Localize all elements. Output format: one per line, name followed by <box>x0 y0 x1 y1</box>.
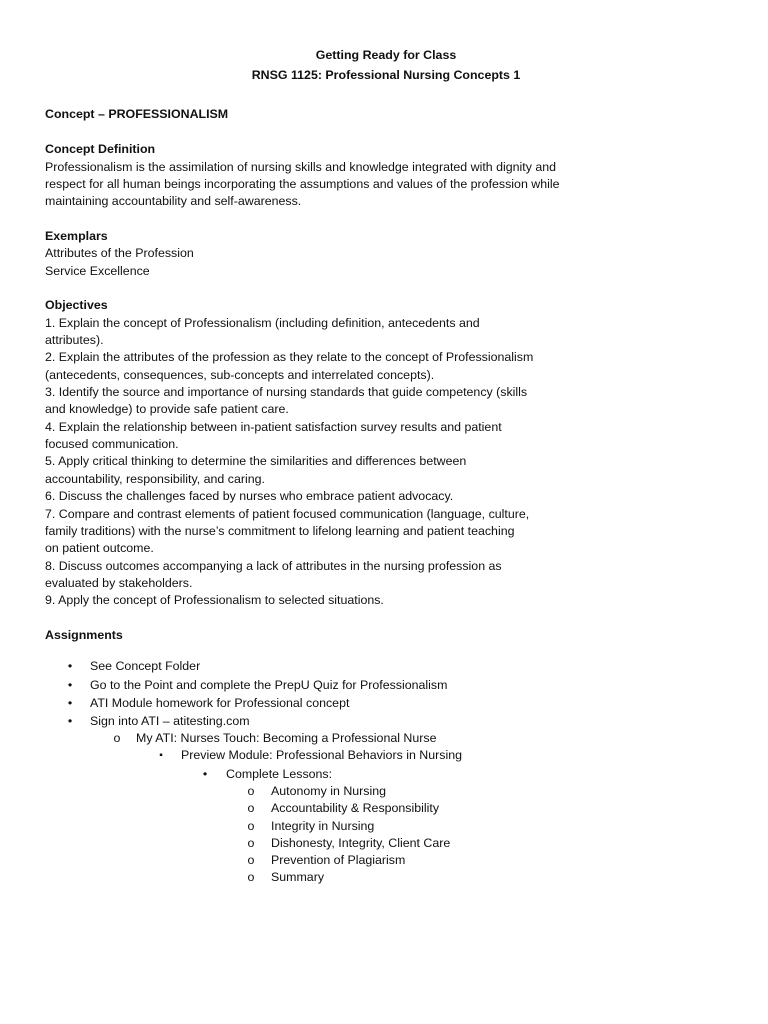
list-item <box>244 818 684 835</box>
list-item <box>154 747 674 764</box>
list-item <box>244 783 684 800</box>
objective-line: family traditions) with the nurse’s commitment to lifelong learning and patient teaching <box>45 524 515 538</box>
objective-line: 6. Discuss the challenges faced by nurses who embrace patient advocacy. <box>45 489 454 503</box>
list-item-text: Preview Module: Professional Behaviors in Nursing <box>181 748 462 762</box>
list-item-text: Autonomy in Nursing <box>271 784 387 798</box>
bullet-marker: • <box>67 678 73 692</box>
objective-line: 7. Compare and contrast elements of patient focused communication (language, culture, <box>45 507 530 521</box>
list-item-text: Complete Lessons: <box>226 767 333 781</box>
objective-line: 8. Discuss outcomes accompanying a lack of attributes in the nursing profession as <box>45 559 502 573</box>
objective-line: 3. Identify the source and importance of nursing standards that guide competency (skills <box>45 385 528 399</box>
list-item <box>63 695 663 712</box>
objective-line: accountability, responsibility, and caring. <box>45 472 265 486</box>
list-item-text: ATI Module homework for Professional concept <box>90 696 350 710</box>
list-item-text: Accountability & Responsibility <box>271 801 440 815</box>
bullet-marker: o <box>247 784 255 798</box>
bullet-marker: ▪ <box>159 750 163 761</box>
objective-line: attributes). <box>45 333 104 347</box>
list-item-text: Integrity in Nursing <box>271 819 375 833</box>
exemplar-item: Service Excellence <box>45 264 150 278</box>
list-item <box>244 800 684 817</box>
list-item-text: Prevention of Plagiarism <box>271 853 406 867</box>
list-item <box>244 835 684 852</box>
course-title: RNSG 1125: Professional Nursing Concepts 1 <box>251 68 521 82</box>
definition-line: Professionalism is the assimilation of nursing skills and knowledge integrated with dignity and <box>45 160 557 174</box>
exemplars-heading: Exemplars <box>45 229 108 243</box>
list-item-text: See Concept Folder <box>90 659 201 673</box>
definition-line: respect for all human beings incorporating the assumptions and values of the profession while <box>45 177 560 191</box>
list-item-text: Dishonesty, Integrity, Client Care <box>271 836 451 850</box>
objective-line: 2. Explain the attributes of the profession as they relate to the concept of Professionalism <box>45 350 534 364</box>
bullet-marker: o <box>247 836 255 850</box>
definition-heading: Concept Definition <box>45 142 156 156</box>
list-item <box>198 766 678 783</box>
list-item-text: Sign into ATI – atitesting.com <box>90 714 250 728</box>
bullet-marker: o <box>247 853 255 867</box>
list-item <box>63 658 663 675</box>
objective-line: 1. Explain the concept of Professionalism (including definition, antecedents and <box>45 316 480 330</box>
objective-line: (antecedents, consequences, sub-concepts and interrelated concepts). <box>45 368 435 382</box>
objective-line: 9. Apply the concept of Professionalism to selected situations. <box>45 593 384 607</box>
bullet-marker: o <box>247 801 255 815</box>
definition-line: maintaining accountability and self-awareness. <box>45 194 302 208</box>
bullet-marker: • <box>67 714 73 728</box>
list-item-text: Summary <box>271 870 325 884</box>
concept-heading: Concept – PROFESSIONALISM <box>45 107 229 121</box>
list-item-text: Go to the Point and complete the PrepU Quiz for Professionalism <box>90 678 448 692</box>
objective-line: on patient outcome. <box>45 541 154 555</box>
list-item <box>110 730 670 747</box>
bullet-marker: o <box>113 731 121 745</box>
objectives-heading: Objectives <box>45 298 108 312</box>
list-item <box>63 713 663 730</box>
list-item <box>244 852 684 869</box>
objective-line: focused communication. <box>45 437 179 451</box>
bullet-marker: • <box>67 659 73 673</box>
bullet-marker: • <box>67 696 73 710</box>
document-title: Getting Ready for Class <box>315 48 457 62</box>
objective-line: 4. Explain the relationship between in-patient satisfaction survey results and patient <box>45 420 502 434</box>
assignments-heading: Assignments <box>45 628 123 642</box>
objective-line: 5. Apply critical thinking to determine the similarities and differences between <box>45 454 467 468</box>
list-item <box>244 869 684 886</box>
bullet-marker: o <box>247 819 255 833</box>
bullet-marker: o <box>247 870 255 884</box>
list-item <box>63 677 663 694</box>
objective-line: evaluated by stakeholders. <box>45 576 193 590</box>
objective-line: and knowledge) to provide safe patient care. <box>45 402 289 416</box>
list-item-text: My ATI: Nurses Touch: Becoming a Professional Nurse <box>136 731 437 745</box>
bullet-marker: • <box>202 767 208 781</box>
exemplar-item: Attributes of the Profession <box>45 246 194 260</box>
